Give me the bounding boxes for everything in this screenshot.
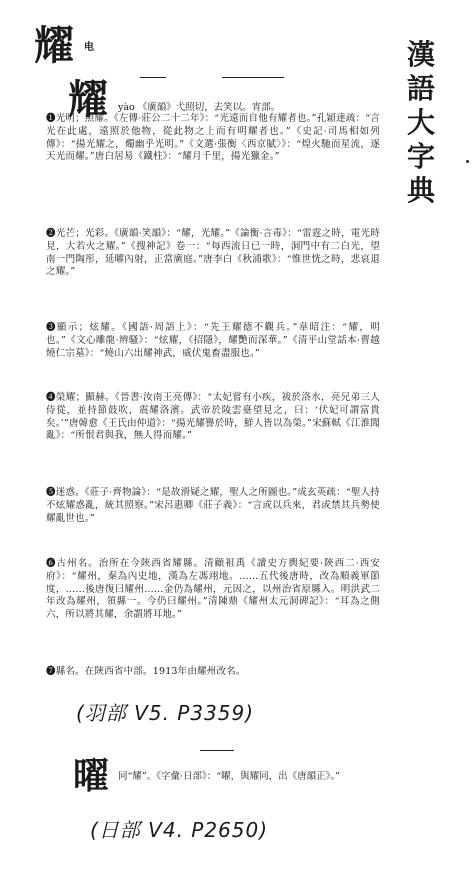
header-rule-left	[140, 77, 166, 78]
sense-7: ❼縣名。在陝西省中部。1913年由耀州改名。	[46, 666, 246, 677]
entry-character: 耀	[68, 76, 108, 123]
sense-4: ❹榮耀；顯赫。《晉書·汝南王亮傳》：“太妃嘗有小疾，祓於洛水，亮兄弟三人侍從，並持節鼓吹，震耀洛濱。武帝於陵雲臺望見之，曰：‘伏妃可謂富貴矣。’”唐韓愈《王氏由仲道》：“揚光耀譽於時，鮮人皆以為榮。”宋蘇軾《江淮聞亂》：“所恨君與我，無人得而耀。”	[46, 392, 380, 442]
header-subscript: 电	[84, 42, 94, 53]
margin-dot	[466, 160, 469, 163]
sense-5: ❺迷惑。《莊子·齊物論》：“是故滑疑之耀，聖人之所圖也。”成玄英疏：“聖人持不炫耀惑亂，統其照察。”宋呂惠卿《莊子義》：“言或以兵來，君或禁其兵勢使耀亂世也。”	[46, 487, 380, 524]
entry-handwritten-annotation: (羽部 V5. P3359)	[76, 701, 255, 725]
sense-6: ❻古州名。治所在今陝西省耀縣。清顧祖禹《讀史方輿紀要·陝西二·西安府》：“耀州，秦為內史地，漢為左馮翊地。……五代後唐時，改為順義軍節度，……後唐復曰耀州……金仍為耀州，元因之，以州治省原縣入。明洪武二年改為耀州，領縣一。今仍曰耀州。”清陳鼎《耀州太元洞碑記》：“耳為之側六，所以將其耀，余謂將耳地。”	[46, 558, 380, 621]
header-rule-right	[222, 77, 284, 78]
sense-3: ❸顯示；炫耀。《國語·周語上》：“先王耀德不觀兵。”韋昭注：“耀，明也。”《文心雕龍·辨騷》：“炫耀，《招隱》，耀艷而深華。”《清平山堂話本·曹越燒仁宗墓》：“燒山六出耀神武，威伏鬼畜盡服也。”	[46, 322, 380, 359]
header-character: 耀	[34, 22, 74, 69]
variant-text: 同“耀”。《字彙·日部》：“曜，與耀同，出《唐韻正》。”	[118, 771, 340, 782]
entry-pronunciation: yào 《廣韻》弋照切，去笑以。宵部。	[118, 102, 281, 113]
book-title: 漢語大字典	[406, 38, 435, 207]
variant-rule	[200, 750, 234, 751]
variant-handwritten-annotation: (日部 V4. P2650)	[90, 818, 269, 842]
variant-character: 曜	[73, 755, 110, 797]
sense-2: ❷光芒；光彩。《廣韻·笑韻》：“耀，光耀。”《論衡·言毒》：“雷霆之時，電光時見，大若火之耀。”《搜神記》卷一：“每西流日已一時，洞門中有二白光，望南一門陶彤，延曜內射，正當廣庭。”唐李白《秋浦歌》：“惟世恍之時，悲哀退之耀。”	[46, 228, 380, 278]
sense-1: ❶光明；照耀。《左傳·莊公二十二年》：“光遠而自他有耀者也。”孔穎達疏：“言光在此處，遠照於他物，從此物之上而有明耀者也。”《史記·司馬相如列傳》：“揚光耀之，燭幽乎光明。”《文選·張衡〈西京賦〉》：“煌火馳而星流，逐天光而耀。”唐白居易《鐵柱》：“耀月千里，揚光獵金。”	[46, 113, 380, 163]
